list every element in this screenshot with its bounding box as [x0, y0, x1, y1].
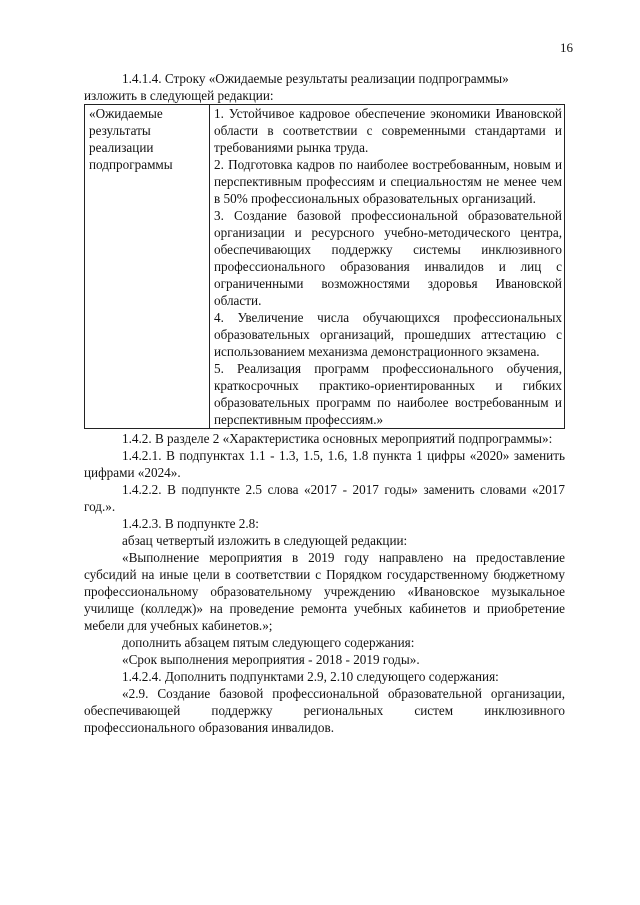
row-label-line: реализации	[89, 140, 154, 155]
expected-results-table	[84, 104, 565, 429]
intro-line-1: 1.4.1.4. Строку «Ожидаемые результаты реализации подпрограммы»	[122, 71, 509, 86]
intro-line-2: изложить в следующей редакции:	[84, 88, 274, 103]
paragraph: 1.4.2.3. В подпункте 2.8:	[122, 516, 259, 531]
paragraph: «Срок выполнения мероприятия - 2018 - 2019 годы».	[122, 652, 420, 667]
paragraph: 1.4.2.2. В подпункте 2.5 слова «2017 - 2017 годы» заменить словами «2017 год.».	[84, 482, 565, 514]
paragraph: 1.4.2. В разделе 2 «Характеристика основных мероприятий подпрограммы»:	[122, 431, 553, 446]
page-number: 16	[560, 40, 573, 55]
result-item: 1. Устойчивое кадровое обеспечение экономики Ивановской области в соответствии с современными стандартами и требованиями рынка труда.	[214, 106, 562, 155]
paragraph: 1.4.2.1. В подпунктах 1.1 - 1.3, 1.5, 1.6, 1.8 пункта 1 цифры «2020» заменить цифрами «2024».	[84, 448, 565, 480]
result-item: 4. Увеличение числа обучающихся профессиональных образовательных организаций, прошедших аттестацию с использованием механизма демонстрационного экзамена.	[214, 310, 562, 359]
row-content-cell	[210, 105, 565, 429]
paragraph: дополнить абзацем пятым следующего содержания:	[122, 635, 415, 650]
result-item: 3. Создание базовой профессиональной образовательной организации и ресурсного учебно-методического центра, обеспечивающих поддержку системы инклюзивного профессионального образования инвалидов и лиц с ограниченными возможностями здоровья Ивановской области.	[214, 208, 562, 308]
row-label-line: результаты	[89, 123, 151, 138]
row-label-line: подпрограммы	[89, 157, 173, 172]
document-body	[84, 70, 565, 736]
result-item: 5. Реализация программ профессионального обучения, краткосрочных практико-ориентированных и гибких образовательных программ по наиболее востребованным и перспективным профессиям.»	[214, 361, 562, 427]
result-item: 2. Подготовка кадров по наиболее востребованным, новым и перспективным профессиям и специальностям не менее чем в 50% профессиональных образовательных организаций.	[214, 157, 562, 206]
row-label-line: «Ожидаемые	[89, 106, 163, 121]
paragraph: абзац четвертый изложить в следующей редакции:	[122, 533, 408, 548]
paragraph: «Выполнение мероприятия в 2019 году направлено на предоставление субсидий на иные цели в соответствии с Порядком государственному бюджетному профессиональному образовательному учреждению «Ивановское музыкальное училище (колледж)» на проведение ремонта учебных кабинетов и приобретение мебели для учебных кабинетов.»;	[84, 550, 565, 633]
row-label-cell	[85, 105, 210, 429]
table-row	[85, 105, 565, 429]
paragraph: «2.9. Создание базовой профессиональной образовательной организации, обеспечивающей поддержку региональных систем инклюзивного профессионального образования инвалидов.	[84, 686, 565, 735]
paragraph: 1.4.2.4. Дополнить подпунктами 2.9, 2.10 следующего содержания:	[122, 669, 499, 684]
